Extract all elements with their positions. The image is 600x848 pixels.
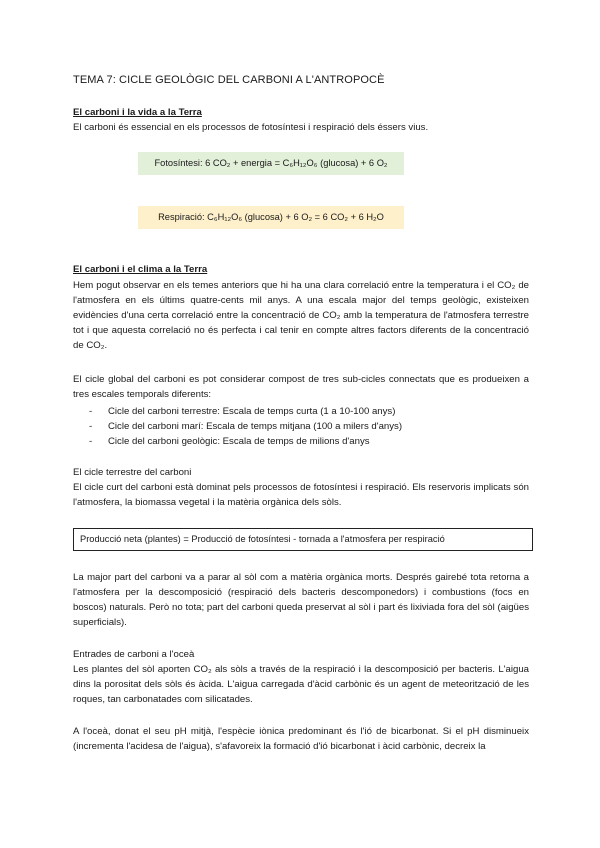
paragraph-ocean-ph: A l'oceà, donat el seu pH mitjà, l'espècie iònica predominant és l'ió de bicarbonat. Si el pH disminueix (incrementa l'acidesa de l'aigua), s'afavoreix la formació d'ió bicarbonat i àcid carbònic, decreix la bbox=[73, 726, 529, 752]
paragraph-correlation: Hem pogut observar en els temes anteriors que hi ha una clara correlació entre la temperatura i el CO₂ de l'atmosfera en els últims quatre-cents mil anys. A una escala major del temps geològic, existeixen evidències d'una certa correlació entre la concentració de CO₂ amb la temperatura de l'atmosfera terrestre tot i que aquesta correlació no és perfecta i cal tenir en compte altres factors diferents de la concentració de CO₂. bbox=[73, 280, 529, 351]
list-item-text: Cicle del carboni geològic: Escala de temps de milions d'anys bbox=[108, 436, 370, 447]
list-marker: - bbox=[89, 436, 93, 447]
net-production-box: Producció neta (plantes) = Producció de fotosíntesi - tornada a l'atmosfera per respiració bbox=[73, 528, 533, 551]
respiration-equation: Respiració: C₆H₁₂O₆ (glucosa) + 6 O₂ = 6 CO₂ + 6 H₂O bbox=[138, 206, 404, 229]
list-item bbox=[89, 434, 370, 449]
page-title: TEMA 7: CICLE GEOLÒGIC DEL CARBONI A L'ANTROPOCÈ bbox=[73, 74, 385, 86]
list-item-text: Cicle del carboni marí: Escala de temps mitjana (100 a milers d'anys) bbox=[108, 421, 403, 432]
section-heading-carbon-climate: El carboni i el clima a la Terra bbox=[73, 264, 208, 275]
section-heading-ocean-inputs: Entrades de carboni a l'oceà bbox=[73, 649, 195, 660]
list-item bbox=[89, 404, 395, 419]
paragraph-global-cycle: El cicle global del carboni es pot considerar compost de tres sub-cicles connectats que es produeixen a tres escales temporals diferents: bbox=[73, 374, 529, 400]
section-heading-terrestrial-cycle: El cicle terrestre del carboni bbox=[73, 467, 192, 478]
section-heading-carbon-life: El carboni i la vida a la Terra bbox=[73, 107, 202, 118]
paragraph-short-cycle: El cicle curt del carboni està dominat pels processos de fotosíntesi i respiració. Els reservoris implicats són l'atmosfera, la biomassa vegetal i la matèria orgànica dels sòls. bbox=[73, 482, 529, 508]
list-marker: - bbox=[89, 421, 93, 432]
paragraph-soil-co2: Les plantes del sòl aporten CO₂ als sòls a través de la respiració i la descomposició per bacteris. L'aigua dins la porositat dels sòls és àcida. L'aigua carregada d'àcid carbònic és un agent de meteorització de les roques, tan carbonatades com silicatades. bbox=[73, 664, 529, 705]
section-intro: El carboni és essencial en els processos de fotosíntesi i respiració dels éssers vius. bbox=[73, 122, 429, 133]
photosynthesis-equation: Fotosíntesi: 6 CO₂ + energia = C₆H₁₂O₆ (glucosa) + 6 O₂ bbox=[138, 152, 404, 175]
list-item-text: Cicle del carboni terrestre: Escala de temps curta (1 a 10-100 anys) bbox=[108, 406, 396, 417]
list-item bbox=[89, 419, 402, 434]
paragraph-decomposition: La major part del carboni va a parar al sòl com a matèria orgànica morts. Després gairebé tota retorna a l'atmosfera per la descomposició (respiració dels bacteris descomponedors) i combustions (focs en boscos) naturals. Però no tota; part del carboni queda preservat al sòl i part és lixiviada fora del sòl (aigües superficials). bbox=[73, 572, 529, 628]
list-marker: - bbox=[89, 406, 93, 417]
